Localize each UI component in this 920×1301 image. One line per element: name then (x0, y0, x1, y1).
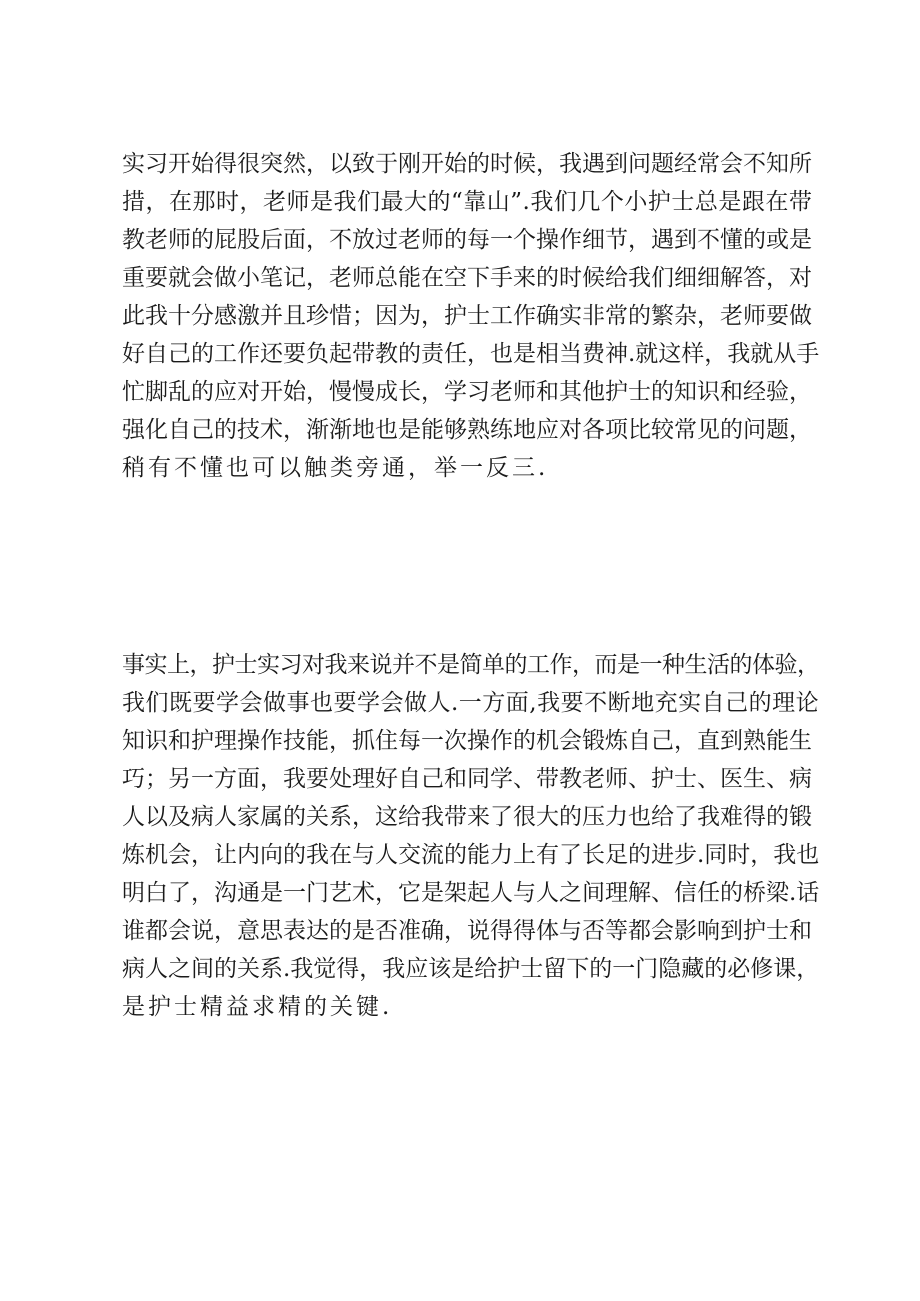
text-line: 措，在那时，老师是我们最大的“靠山”.我们几个小护士总是跟在带 (122, 189, 813, 215)
text-line: 好自己的工作还要负起带教的责任，也是相当费神.就这样，我就从手 (122, 341, 820, 367)
paragraph-internship-start (122, 145, 822, 487)
text-line: 病人之间的关系.我觉得，我应该是给护士留下的一门隐藏的必修课， (122, 956, 820, 982)
text-line: 事实上，护士实习对我来说并不是简单的工作，而是一种生活的体验， (122, 652, 820, 678)
text-line: 谁都会说，意思表达的是否准确，说得得体与否等都会影响到护士和 (122, 918, 812, 944)
text-line: 稍有不懂也可以触类旁通，举一反三. (122, 455, 549, 481)
text-line: 此我十分感激并且珍惜；因为，护士工作确实非常的繁杂，老师要做 (122, 303, 812, 329)
paragraph-nursing-experience (122, 646, 822, 1026)
text-line: 我们既要学会做事也要学会做人.一方面,我要不断地充实自己的理论 (122, 690, 820, 716)
text-line: 实习开始得很突然，以致于刚开始的时候，我遇到问题经常会不知所 (122, 151, 812, 177)
text-line: 人以及病人家属的关系，这给我带来了很大的压力也给了我难得的锻 (122, 804, 812, 830)
text-line: 教老师的屁股后面，不放过老师的每一个操作细节，遇到不懂的或是 (122, 227, 812, 253)
text-line: 强化自己的技术，渐渐地也是能够熟练地应对各项比较常见的问题， (122, 417, 812, 443)
text-line: 明白了，沟通是一门艺术，它是架起人与人之间理解、信任的桥梁.话 (122, 880, 820, 906)
text-line: 重要就会做小笔记，老师总能在空下手来的时候给我们细细解答，对 (122, 265, 812, 291)
text-line: 是护士精益求精的关键. (122, 994, 393, 1020)
text-line: 巧；另一方面，我要处理好自己和同学、带教老师、护士、医生、病 (122, 766, 812, 792)
text-line: 知识和护理操作技能，抓住每一次操作的机会锻炼自己，直到熟能生 (122, 728, 812, 754)
text-line: 炼机会，让内向的我在与人交流的能力上有了长足的进步.同时，我也 (122, 842, 820, 868)
text-line: 忙脚乱的应对开始，慢慢成长，学习老师和其他护士的知识和经验， (122, 379, 812, 405)
